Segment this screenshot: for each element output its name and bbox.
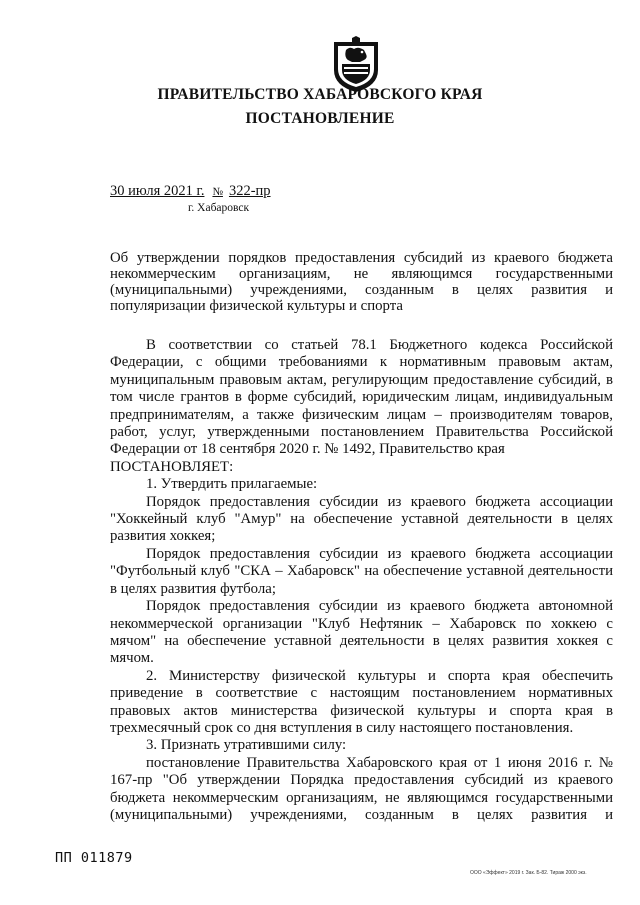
document-city: г. Хабаровск [188,202,250,214]
body-paragraph: 2. Министерству физической культуры и спорта края обеспечить приведение в соответствие с настоящим постановлением нормативных правовых актов министерства физической культуры и спорта края в трехмесячный срок со дня вступления в силу настоящего постановления. [110,667,613,736]
body-paragraph: Порядок предоставления субсидии из краевого бюджета ассоциации "Футбольный клуб "СКА – Хабаровск" на обеспечение уставной деятельности в целях развития футбола; [110,545,613,597]
body-paragraph: 1. Утвердить прилагаемые: [146,476,318,493]
document-date: 30 июля 2021 г. [110,183,205,199]
body-paragraph: В соответствии со статьей 78.1 Бюджетного кодекса Российской Федерации, с общими требованиями к нормативным правовым актам, муниципальным правовым актам, регулирующим предоставление субсидий, в том числе грантов в форме субсидий, юридическим лицам, индивидуальным предпринимателям, а также физическим лицам – производителям товаров, работ, услуг, утвержденными постановлением Правительства Российской Федерации от 18 сентября 2020 г. № 1492, Правительство края [110,337,613,458]
document-number: 322-пр [228,183,271,199]
document-type-title: ПОСТАНОВЛЕНИЕ [245,110,395,127]
document-subject: Об утверждении порядков предоставления субсидий из краевого бюджета некоммерческим организациям, не являющимся государственными (муниципальными) учреждениями, созданным в целях развития и популяризации физической культуры и спорта [110,250,613,314]
resolution-word: ПОСТАНОВЛЯЕТ: [110,458,234,475]
printer-note: ООО «Эффект» 2019 г. Зак. Б-82. Тираж 2000 экз. [470,870,587,876]
body-paragraph: Порядок предоставления субсидии из краевого бюджета автономной некоммерческой организации "Клуб Нефтяник – Хабаровск по хоккею с мячом" на обеспечение уставной деятельности в целях развития хоккея с мячом. [110,598,613,667]
number-sign: № [212,186,223,198]
document-body [110,337,613,824]
form-code: ПП 011879 [55,850,133,866]
organization-title: ПРАВИТЕЛЬСТВО ХАБАРОВСКОГО КРАЯ [157,86,483,103]
body-paragraph: 3. Признать утратившими силу: [146,737,347,754]
document-date-number [110,183,271,200]
body-paragraph: постановление Правительства Хабаровского края от 1 июня 2016 г. № 167-пр "Об утверждении Порядка предоставления субсидий из краевого бюджета некоммерческим организациям, не являющимся государственными (муниципальными) учреждениями, созданным в целях развития и [110,754,613,823]
body-paragraph: Порядок предоставления субсидии из краевого бюджета ассоциации "Хоккейный клуб "Амур" на обеспечение уставной деятельности в целях развития хоккея; [110,493,613,545]
